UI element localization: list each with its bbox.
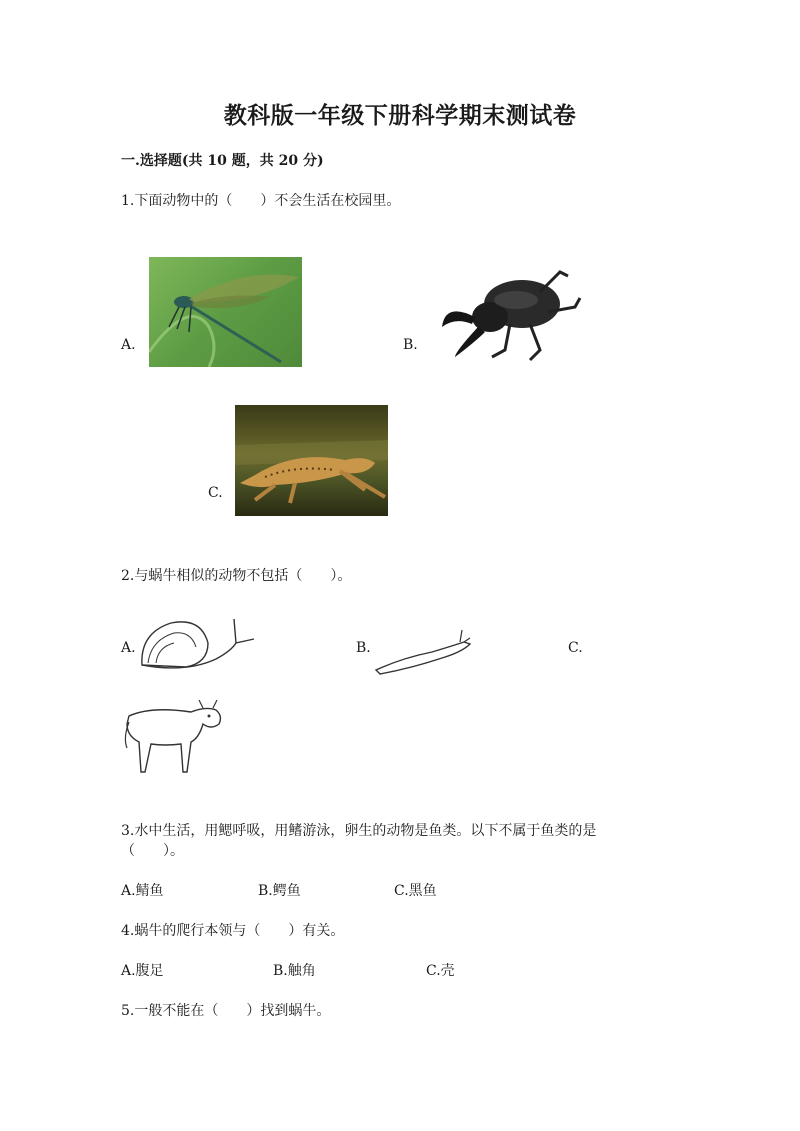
- question-2-text: 2.与蜗牛相似的动物不包括（ ）。: [121, 568, 352, 584]
- q1-option-b-label: B.: [403, 337, 418, 353]
- question-1-text: 1.下面动物中的（ ）不会生活在校园里。: [121, 193, 401, 209]
- q2-option-b-label: B.: [356, 640, 371, 656]
- dragonfly-photo: [149, 257, 302, 367]
- question-5-text: 5.一般不能在（ ）找到蜗牛。: [121, 1003, 331, 1019]
- q2-option-a-label: A.: [121, 640, 136, 656]
- slug-drawing: [372, 628, 474, 676]
- q3-option-c: C.黑鱼: [394, 883, 437, 899]
- q3-option-b: B.鳄鱼: [258, 883, 301, 899]
- page-title: 教科版一年级下册科学期末测试卷: [223, 102, 577, 129]
- q1-option-a-label: A.: [121, 337, 136, 353]
- cheetah-photo: [235, 405, 388, 516]
- q2-option-c-label: C.: [568, 640, 583, 656]
- snail-drawing: [136, 615, 258, 673]
- q3-option-a: A.鲭鱼: [121, 883, 164, 899]
- cow-drawing: [121, 698, 225, 776]
- question-4-text: 4.蜗牛的爬行本领与（ ）有关。: [121, 923, 345, 939]
- q4-option-b: B.触角: [273, 963, 316, 979]
- q4-option-a: A.腹足: [121, 963, 164, 979]
- question-3-text-line2: （ ）。: [121, 843, 184, 859]
- question-3-text-line1: 3.水中生活，用鳃呼吸，用鳍游泳，卵生的动物是鱼类。以下不属于鱼类的是: [121, 823, 597, 839]
- section-heading: 一.选择题(共 10 题，共 20 分): [121, 153, 324, 169]
- stag-beetle-photo: [430, 262, 585, 367]
- q4-option-c: C.壳: [426, 963, 455, 979]
- q1-option-c-label: C.: [208, 485, 223, 501]
